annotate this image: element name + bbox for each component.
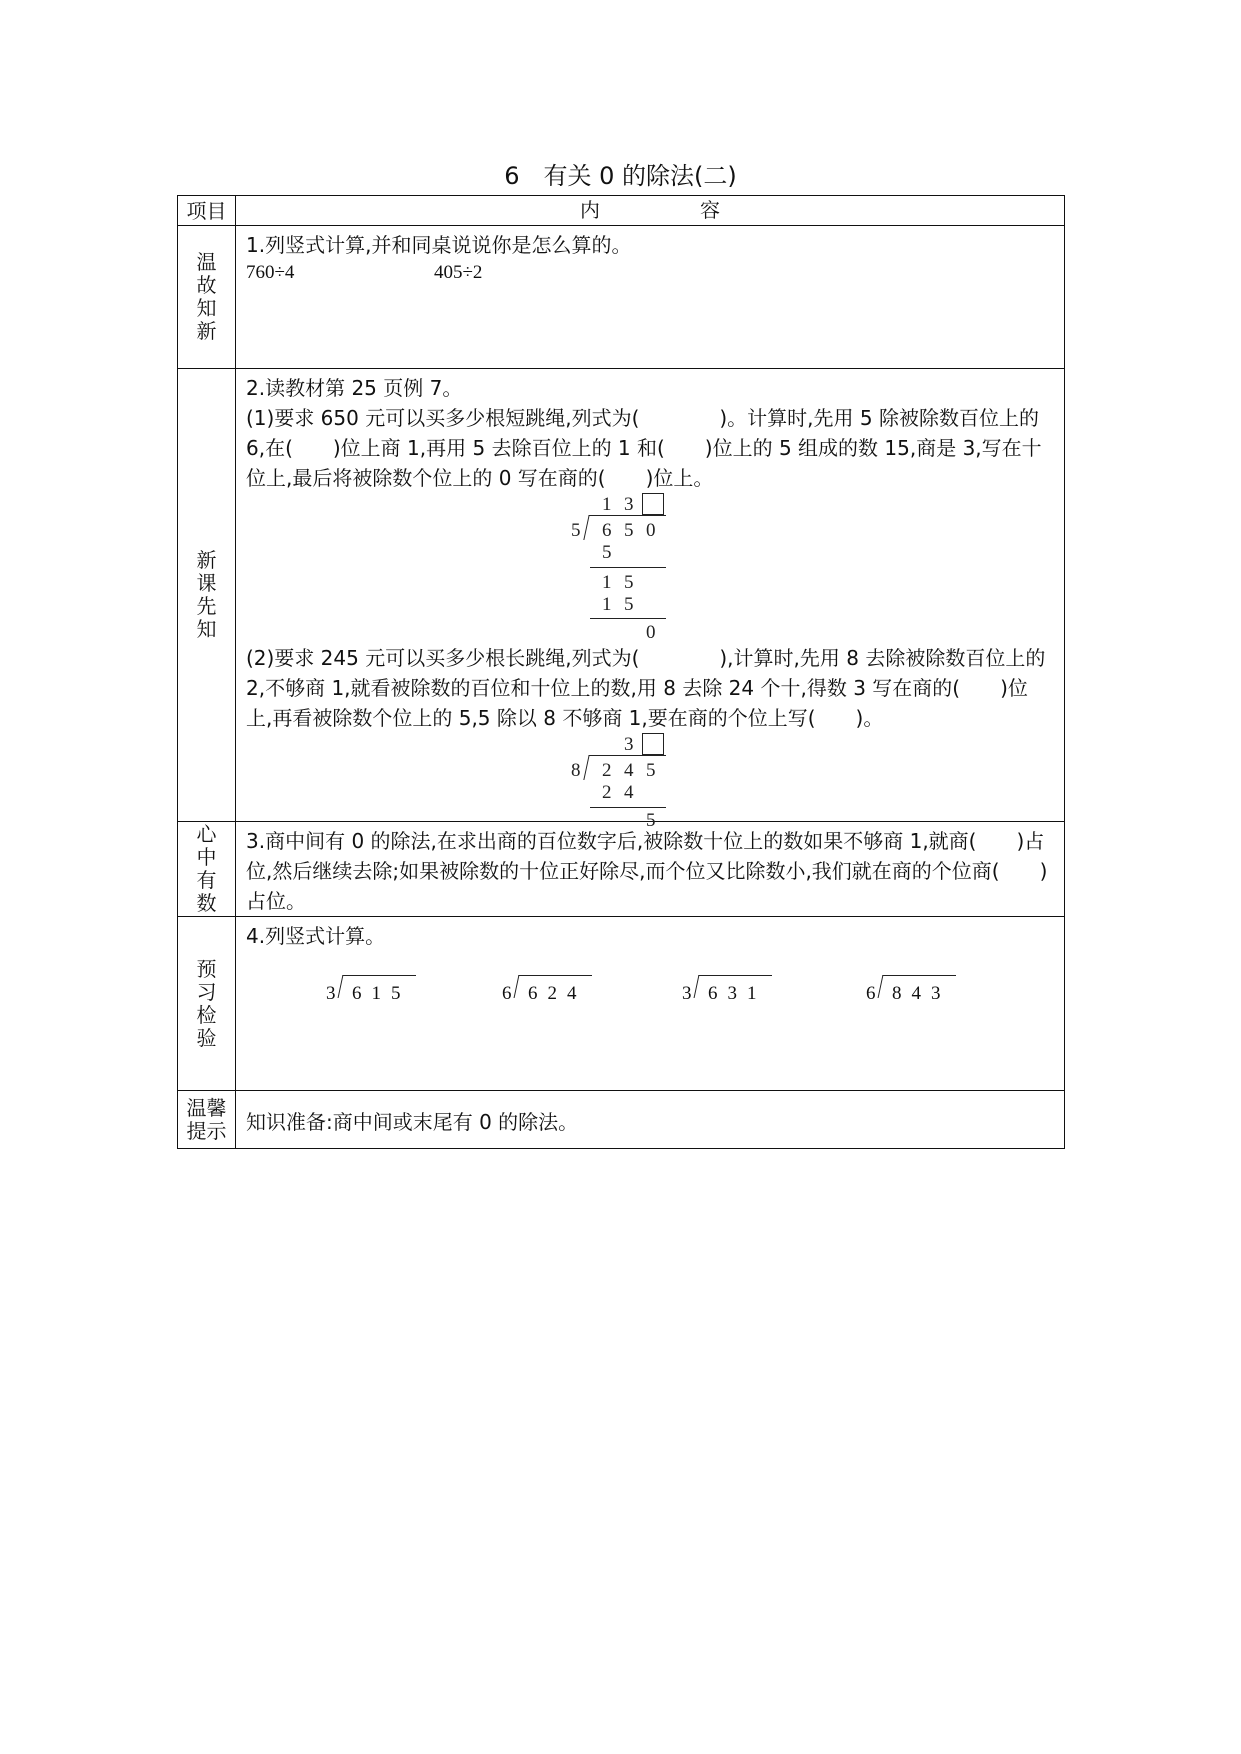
label-review: 温 故 知 新 xyxy=(178,226,236,369)
tips-text: 知识准备:商中间或末尾有 0 的除法。 xyxy=(246,1109,579,1134)
task-1-calcs xyxy=(246,260,1054,286)
long-division-650-by-5: 1 3 5 6 5 0 5 1 5 1 5 0 xyxy=(246,493,1054,643)
row-review xyxy=(178,226,1065,369)
division-bracket xyxy=(583,515,599,540)
task-2-part-1: (1)要求 650 元可以买多少根短跳绳,列式为( )。计算时,先用 5 除被除数百位上的 6,在( )位上商 1,再用 5 去除百位上的 1 和( )位上的 5 组成的数 15,商是 3,写在十位上,最后将被除数个位上的 0 写在商的( )位上。 xyxy=(246,406,1042,490)
division-drills: 3 615 6 624 3 631 6 843 xyxy=(246,971,1054,1011)
header-content: 内 容 xyxy=(236,196,1065,226)
row-new-lesson xyxy=(178,369,1065,822)
content-preview-check xyxy=(236,917,1065,1091)
task-4-text: 4.列竖式计算。 xyxy=(246,924,386,948)
calc-760-div-4: 760÷4 xyxy=(246,262,295,283)
content-tips xyxy=(236,1091,1065,1149)
row-tips xyxy=(178,1091,1065,1149)
label-new-lesson: 新 课 先 知 xyxy=(178,369,236,822)
task-1-text: 1.列竖式计算,并和同桌说说你是怎么算的。 xyxy=(246,233,632,257)
task-3-text: 3.商中间有 0 的除法,在求出商的百位数字后,被除数十位上的数如果不够商 1,就商( )占位,然后继续去除;如果被除数的十位正好除尽,而个位又比除数小,我们就在商的个位商( )占位。 xyxy=(246,829,1048,913)
task-2-part-2: (2)要求 245 元可以买多少根长跳绳,列式为( ),计算时,先用 8 去除被除数百位上的 2,不够商 1,就看被除数的百位和十位上的数,用 8 去除 24 个十,得数 3 写在商的( )位上,再看被除数个位上的 5,5 除以 8 不够商 1,要在商的个位上写( )。 xyxy=(246,646,1046,730)
quotient-answer-box-2 xyxy=(642,733,664,755)
task-2-intro: 2.读教材第 25 页例 7。 xyxy=(246,376,463,400)
label-key-points: 心 中 有 数 xyxy=(178,822,236,917)
long-division-245-by-8: 3 8 2 4 5 2 4 5 xyxy=(246,733,1054,821)
calc-405-div-2: 405÷2 xyxy=(434,262,483,283)
label-preview-check: 预 习 检 验 xyxy=(178,917,236,1091)
table-header-row xyxy=(178,196,1065,226)
content-new-lesson xyxy=(236,369,1065,831)
content-key-points xyxy=(236,822,1065,917)
page-title: 6 有关 0 的除法(二) xyxy=(504,162,737,190)
label-tips: 温馨 提示 xyxy=(178,1091,236,1149)
division-bracket-2 xyxy=(583,755,599,780)
row-key-points xyxy=(178,822,1065,917)
quotient-answer-box xyxy=(642,493,664,515)
row-preview-check xyxy=(178,917,1065,1091)
header-item: 项目 xyxy=(178,196,236,226)
content-review xyxy=(236,226,1065,369)
worksheet-table xyxy=(177,195,1065,1149)
